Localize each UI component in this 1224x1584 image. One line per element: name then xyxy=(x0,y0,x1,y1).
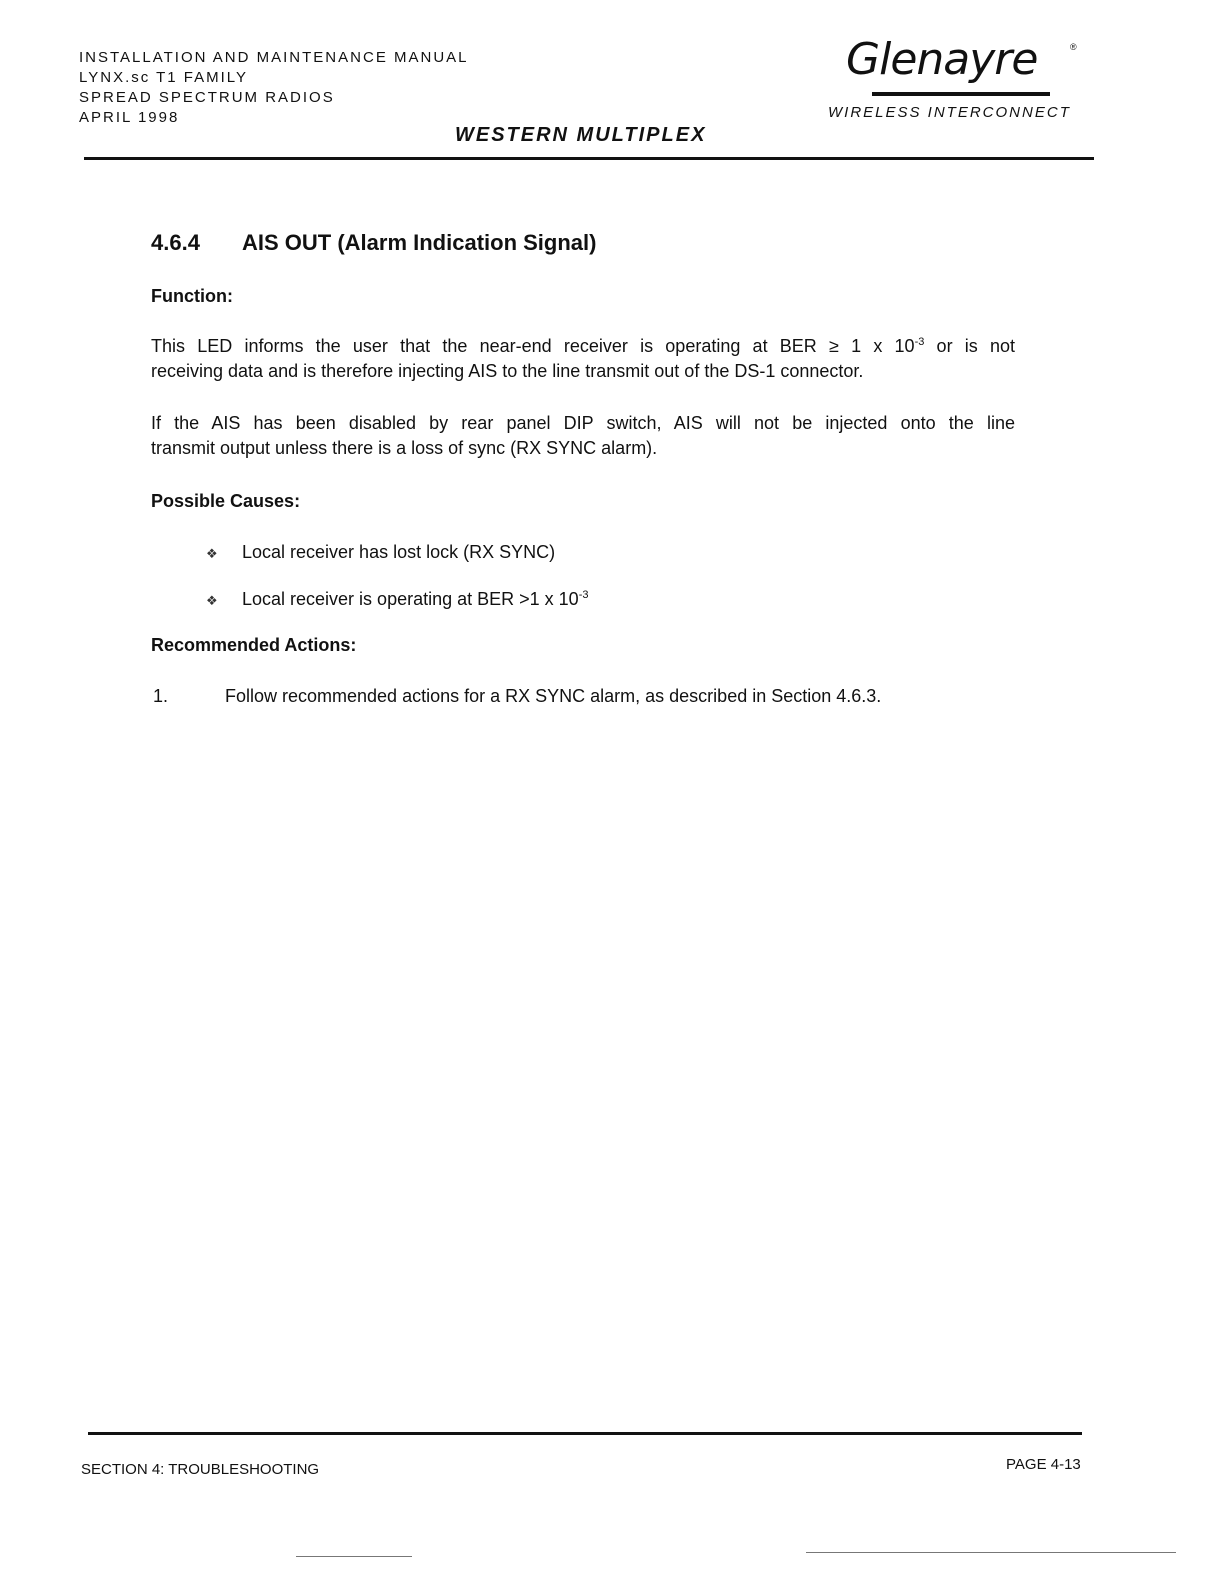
paragraph-line: receiving data and is therefore injecting AIS to the line transmit out of the DS-1 connector. xyxy=(151,361,864,381)
scan-artifact xyxy=(806,1552,1176,1553)
cause-text: Local receiver has lost lock (RX SYNC) xyxy=(242,542,556,562)
section-title: AIS OUT (Alarm Indication Signal) xyxy=(242,230,597,255)
logo-underline xyxy=(872,92,1050,96)
list-item xyxy=(206,589,588,610)
footer-section: SECTION 4: TROUBLESHOOTING xyxy=(81,1461,320,1478)
function-heading: Function: xyxy=(151,286,233,306)
scan-artifact xyxy=(296,1556,412,1557)
bullet-icon: ❖ xyxy=(206,593,218,608)
header-rule xyxy=(84,157,1094,160)
recommended-actions-heading: Recommended Actions: xyxy=(151,635,357,655)
action-text: Follow recommended actions for a RX SYNC alarm, as described in Section 4.6.3. xyxy=(225,686,882,706)
section-heading xyxy=(151,230,596,256)
company-name: WESTERN MULTIPLEX xyxy=(455,124,707,146)
paragraph-line xyxy=(151,334,1015,359)
logo-tagline: WIRELESS INTERCONNECT xyxy=(828,104,1071,121)
manual-title: INSTALLATION AND MAINTENANCE MANUAL xyxy=(79,49,469,66)
cause-text: Local receiver is operating at BER >1 x 10 xyxy=(242,589,579,609)
function-paragraph-2 xyxy=(151,411,1015,461)
exponent: -3 xyxy=(578,589,589,601)
possible-causes-heading: Possible Causes: xyxy=(151,491,301,511)
list-item xyxy=(153,686,881,707)
para1-text-end: or is not xyxy=(924,336,1016,356)
exponent: -3 xyxy=(914,336,925,348)
page-number: PAGE 4-13 xyxy=(1006,1456,1081,1473)
publication-date: APRIL 1998 xyxy=(79,109,180,126)
logo-wordmark: Glenayre xyxy=(846,34,1038,85)
paragraph-line: If the AIS has been disabled by rear panel DIP switch, AIS will not be injected onto the line xyxy=(151,413,1015,433)
section-number: 4.6.4 xyxy=(151,230,200,255)
paragraph-line: transmit output unless there is a loss of sync (RX SYNC alarm). xyxy=(151,438,658,458)
para1-text: This LED informs the user that the near-end receiver is operating at BER ≥ 1 x 10 xyxy=(151,336,915,356)
document-header-info xyxy=(79,48,469,128)
product-type: SPREAD SPECTRUM RADIOS xyxy=(79,89,335,106)
product-family: LYNX.sc T1 FAMILY xyxy=(79,69,249,86)
registered-mark: ® xyxy=(1070,42,1077,52)
footer-rule xyxy=(88,1432,1082,1435)
glenayre-logo xyxy=(846,34,1086,94)
bullet-icon: ❖ xyxy=(206,546,218,561)
list-item xyxy=(206,542,555,563)
action-number: 1. xyxy=(153,686,169,706)
function-paragraph-1 xyxy=(151,334,1015,384)
